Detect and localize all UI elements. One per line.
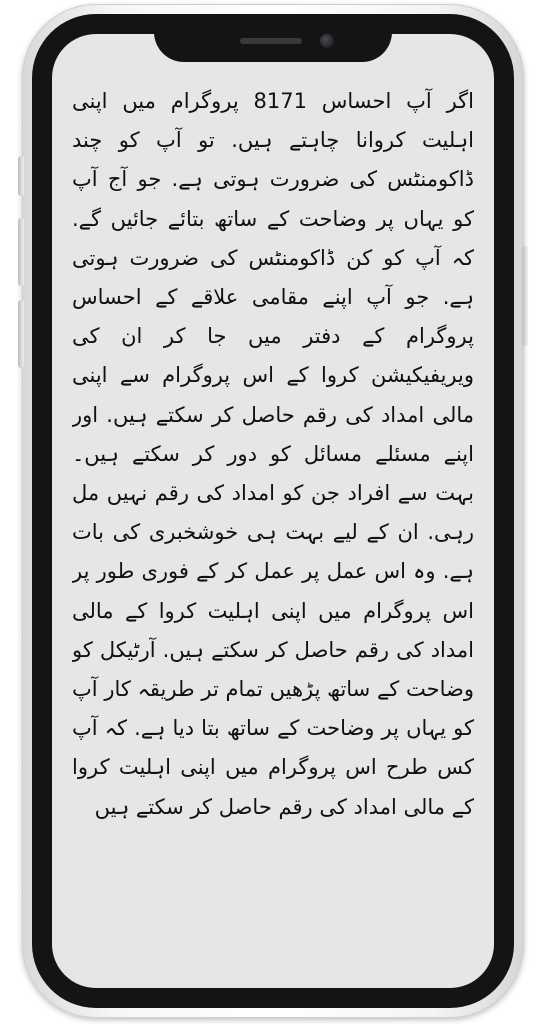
side-button-volume-down [18,300,24,368]
side-button-volume-up [18,218,24,286]
front-camera-icon [320,34,334,48]
speaker-grille [240,38,302,44]
article-text: اگر آپ احساس 8171 پروگرام میں اپنی اہلیت کروانا چاہتے ہیں. تو آپ کو چند ڈاکومنٹس کی ضرورت ہوتی ہے. جو آج آپ کو یہاں پر وضاحت کے ساتھ بتائے جائیں گے. کہ آپ کو کن ڈاکومنٹس کی ضرورت ہوتی ہے. جو آپ اپنے مقامی علاقے کے احساس پروگرام کے دفتر میں جا کر ان کی ویریفیکیشن کروا کے اس پروگرام سے اپنی مالی امداد کی رقم حاصل کر سکتے ہیں. اور اپنے مسئلے مسائل کو دور کر سکتے ہیں۔ بہت سے افراد جن کو امداد کی رقم نہیں مل رہی. ان کے لیے بہت ہی خوشخبری کی بات ہے. وہ اس عمل پر عمل کر کے فوری طور پر اس پروگرام میں اپنی اہلیت کروا کے مالی امداد کی رقم حاصل کر سکتے ہیں. آرٹیکل کو وضاحت کے ساتھ پڑھیں تمام تر طریقہ کار آپ کو یہاں پر وضاحت کے ساتھ بتا دیا ہے. کہ آپ کس طرح اس پروگرام میں اپنی اہلیت کروا کے مالی امداد کی رقم حاصل کر سکتے ہیں [72,89,474,819]
side-button-silent [18,156,24,196]
side-button-power [522,246,528,346]
